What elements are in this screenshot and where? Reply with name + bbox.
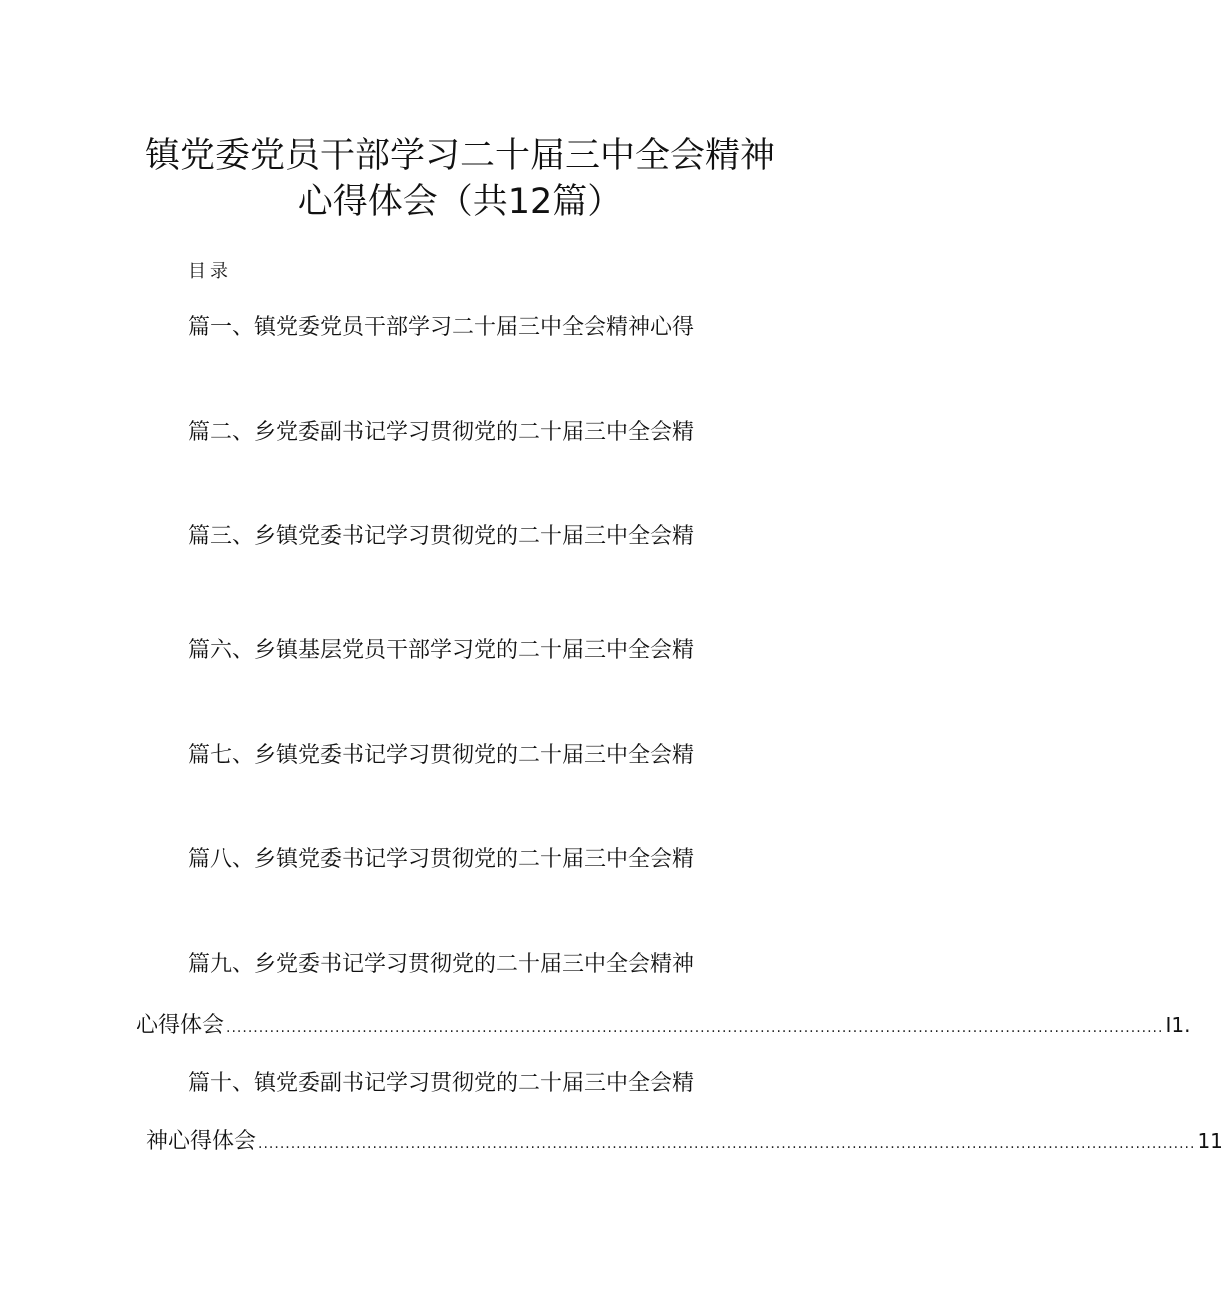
toc-entry-6: 篇六、乡镇基层党员干部学习党的二十届三中全会精	[188, 638, 695, 663]
toc-entry-2: 篇二、乡党委副书记学习贯彻党的二十届三中全会精	[188, 420, 695, 445]
dot-leader: ............................................................................................................................................................................	[258, 1136, 1196, 1152]
dot-leader: ............................................................................................................................................................................	[226, 1020, 1164, 1036]
toc-entry-3: 篇三、乡镇党委书记学习贯彻党的二十届三中全会精	[188, 524, 695, 549]
toc-entry-9: 篇九、乡党委书记学习贯彻党的二十届三中全会精神	[188, 952, 695, 977]
document-title-line-2: 心得体会（共12篇）	[297, 182, 623, 222]
toc-entry-10-page-number: 11	[1197, 1129, 1223, 1153]
toc-heading: 目录	[188, 261, 232, 282]
toc-entry-9-page-number: I1.	[1165, 1013, 1191, 1037]
document-title-line-1: 镇党委党员干部学习二十届三中全会精神	[144, 136, 775, 176]
toc-entry-10-continuation-text: 神心得体会	[146, 1129, 257, 1154]
toc-entry-9-continuation	[136, 1010, 1191, 1043]
toc-entry-8: 篇八、乡镇党委书记学习贯彻党的二十届三中全会精	[188, 847, 695, 872]
toc-entry-10: 篇十、镇党委副书记学习贯彻党的二十届三中全会精	[188, 1071, 695, 1096]
toc-entry-1: 篇一、镇党委党员干部学习二十届三中全会精神心得	[188, 315, 695, 340]
toc-entry-9-continuation-text: 心得体会	[136, 1013, 225, 1038]
toc-entry-7: 篇七、乡镇党委书记学习贯彻党的二十届三中全会精	[188, 743, 695, 768]
toc-entry-10-continuation	[146, 1126, 1223, 1159]
